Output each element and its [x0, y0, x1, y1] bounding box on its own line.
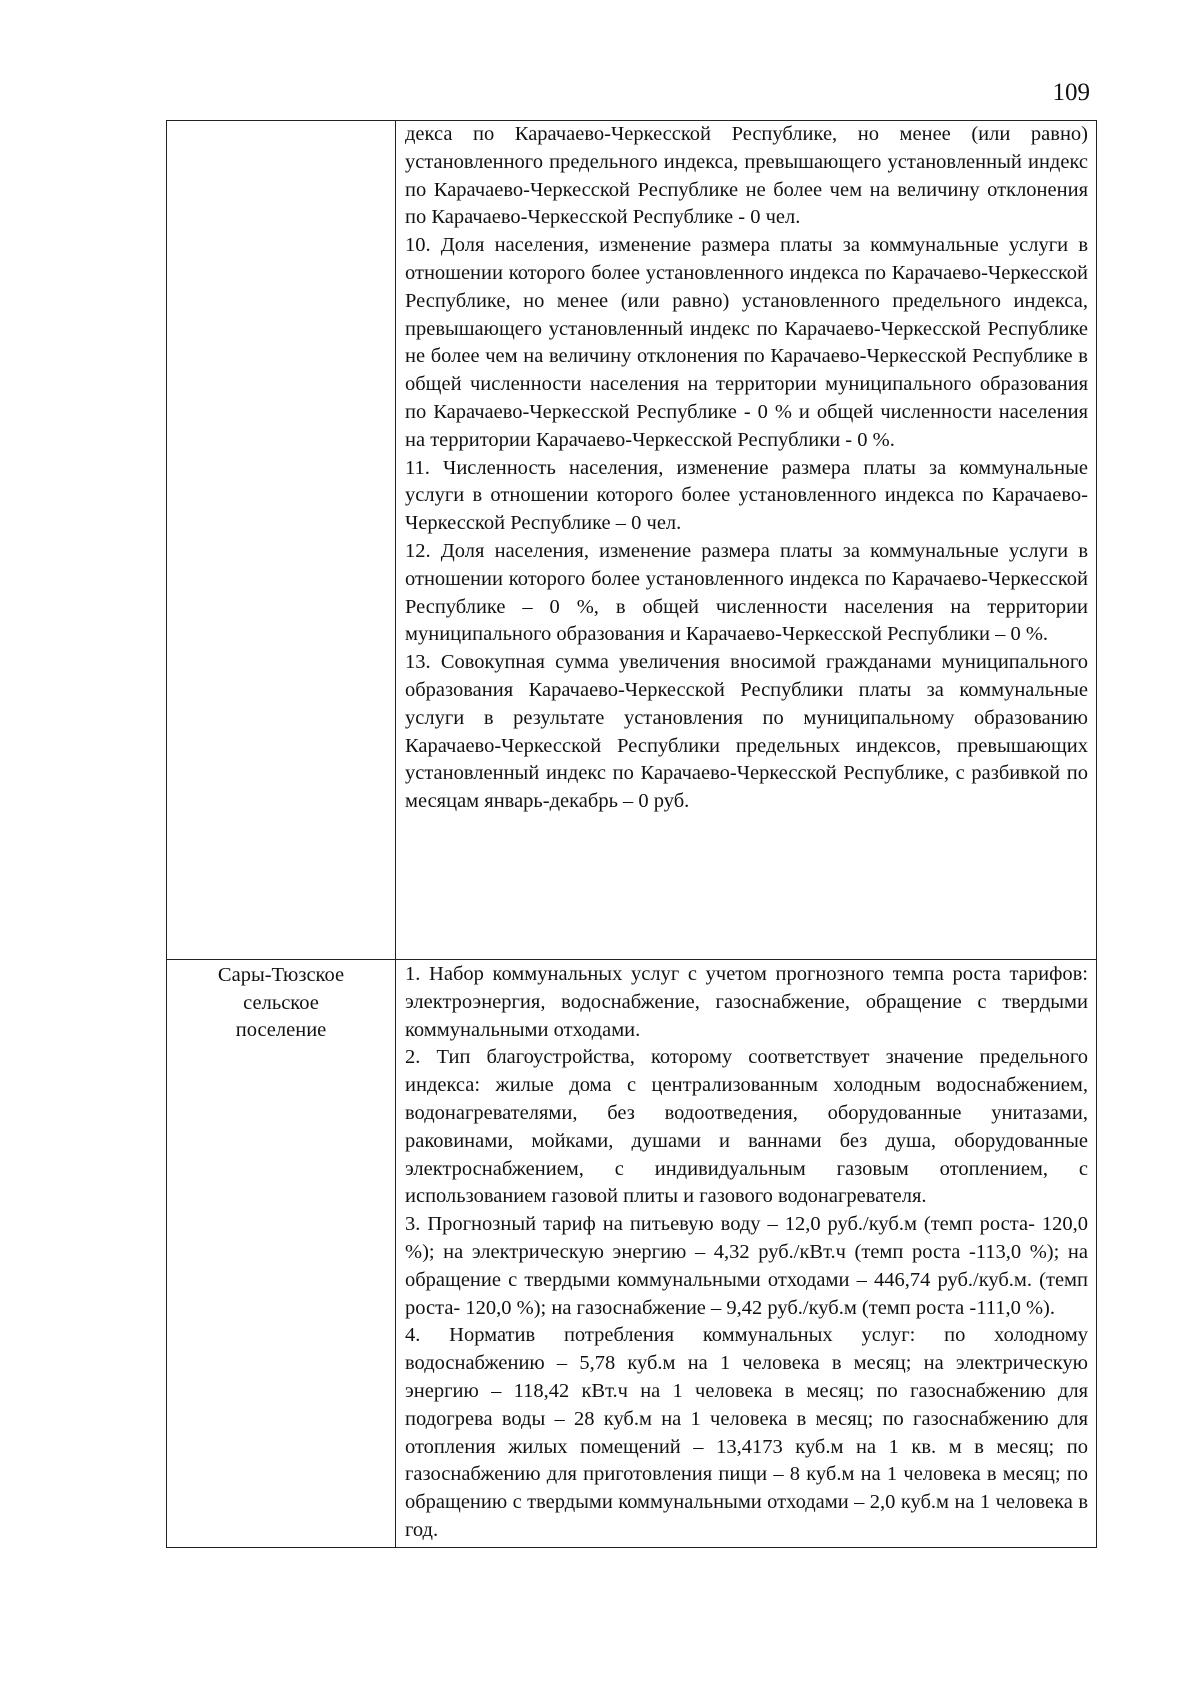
- indicator-paragraph: декса по Карачаево-Черкесской Республике, но менее (или равно) установленного предельного индекса, превышающего установленный индекс по Карачаево-Черкесской Республике не более чем на величину отклонения по Карачаево-Черкесской Республике - 0 чел.: [405, 123, 1088, 229]
- indicator-paragraph: 11. Численность населения, изменение размера платы за коммунальные услуги в отношении которого более установленного индекса по Карачаево-Черкесской Республике – 0 чел.: [405, 456, 1088, 535]
- table-row: [167, 960, 1097, 1548]
- indicators-cell: [396, 960, 1097, 1548]
- indicators-cell: [396, 121, 1097, 960]
- indicator-paragraph: 12. Доля населения, изменение размера платы за коммунальные услуги в отношении которого более установленного индекса по Карачаево-Черкесской Республике – 0 %, в общей численности населения на территории муниципального образования и Карачаево-Черкесской Республики – 0 %.: [405, 539, 1088, 646]
- indicator-paragraph: 10. Доля населения, изменение размера платы за коммунальные услуги в отношении которого более установленного индекса по Карачаево-Черкесской Республике, но менее (или равно) установленного предельного индекса, превышающего установленный индекс по Карачаево-Черкесской Республике не более чем на величину отклонения по Карачаево-Черкесской Республике в общей численности населения на территории муниципального образования по Карачаево-Черкесской Республике - 0 % и общей численности населения на территории Карачаево-Черкесской Республики - 0 %.: [405, 234, 1088, 451]
- settlement-name: [167, 121, 395, 123]
- settlement-name-line: Сары-Тюзское: [217, 964, 345, 986]
- indicator-paragraph: 1. Набор коммунальных услуг с учетом прогнозного темпа роста тарифов: электроэнергия, водоснабжение, газоснабжение, обращение с твердыми коммунальными отходами.: [405, 963, 1088, 1041]
- indicator-paragraph: 2. Тип благоустройства, которому соответствует значение предельного индекса: жилые дома с централизованным холодным водоснабжением, водонагревателями, без водоотведения, оборудованные унитазами, раковинами, мойками, душами и ваннами без душа, оборудованные электроснабжением, с индивидуальным газовым отоплением, с использованием газовой плиты и газового водонагревателя.: [405, 1046, 1088, 1208]
- indicator-paragraph: 3. Прогнозный тариф на питьевую воду – 12,0 руб./куб.м (темп роста- 120,0 %); на электрическую энергию – 4,32 руб./кВт.ч (темп роста -113,0 %); на обращение с твердыми коммунальными отходами – 446,74 руб./куб.м. (темп роста- 120,0 %); на газоснабжение – 9,42 руб./куб.м (темп роста -111,0 %).: [405, 1213, 1088, 1319]
- page-number: 109: [1052, 79, 1090, 106]
- indicator-paragraph: 4. Норматив потребления коммунальных услуг: по холодному водоснабжению – 5,78 куб.м на 1 человека в месяц; на электрическую энергию – 118,42 кВт.ч на 1 человека в месяц; по газоснабжению для подогрева воды – 28 куб.м на 1 человека в месяц; по газоснабжению для отопления жилых помещений – 13,4173 куб.м на 1 кв. м в месяц; по газоснабжению для приготовления пищи – 8 куб.м на 1 человека в месяц; по обращению с твердыми коммунальными отходами – 2,0 куб.м на 1 человека в год.: [405, 1324, 1088, 1541]
- settlement-name-line: сельское: [243, 991, 319, 1014]
- indicator-paragraph: 13. Совокупная сумма увеличения вносимой гражданами муниципального образования Карачаево-Черкесской Республики платы за коммунальные услуги в результате установления по муниципальному образованию Карачаево-Черкесской Республики предельных индексов, превышающих установленный индекс по Карачаево-Черкесской Республике, с разбивкой по месяцам январь-декабрь – 0 руб.: [405, 651, 1088, 813]
- settlement-cell: [167, 121, 396, 960]
- settlement-name-line: поселение: [235, 1019, 327, 1041]
- table-row: [167, 121, 1097, 960]
- settlement-cell: [167, 960, 396, 1548]
- document-table: [166, 120, 1097, 1548]
- settlement-name: [167, 960, 395, 1045]
